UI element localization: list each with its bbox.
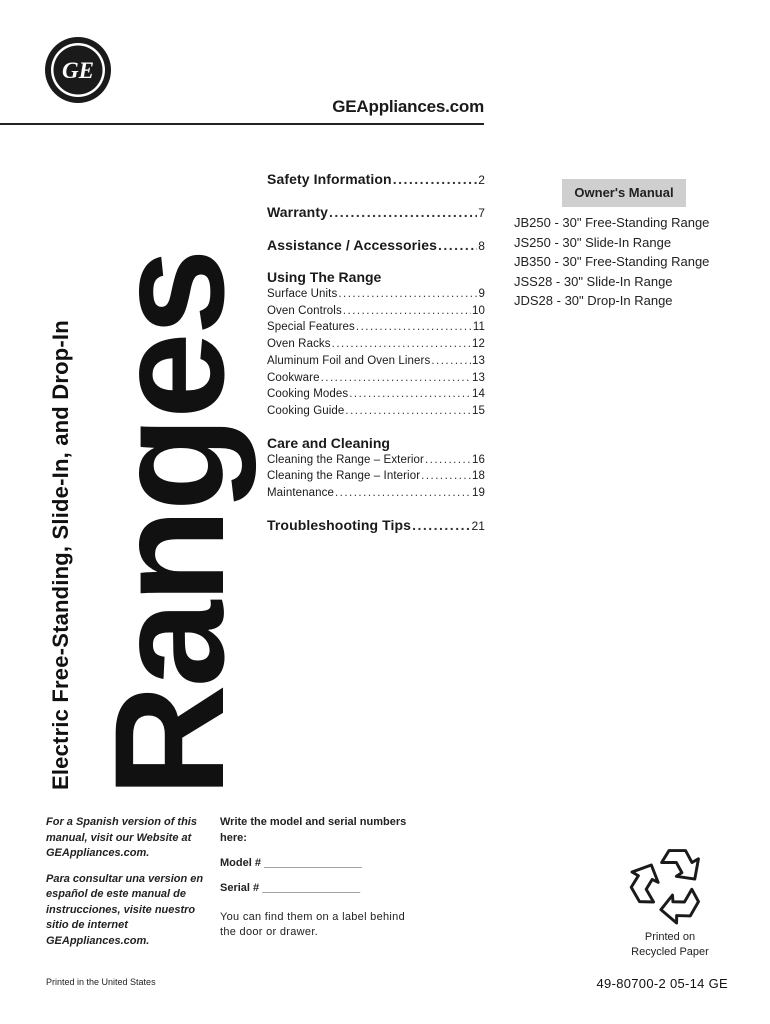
toc-entry: Cooking Modes ..... 14 xyxy=(267,386,485,403)
model-number-line: Model # ________________ xyxy=(220,857,362,869)
model-item: JB350 - 30" Free-Standing Range xyxy=(514,254,710,270)
model-list xyxy=(514,213,709,311)
toc-entry: Surface Units ..... 9 xyxy=(267,286,485,303)
label-location-note: You can find them on a label behind the door or drawer. xyxy=(220,911,406,938)
logo-monogram: GE xyxy=(62,58,94,83)
model-item: JSS28 - 30" Slide-In Range xyxy=(514,273,673,289)
toc-heading-using: Using The Range xyxy=(267,269,382,285)
spanish-version-note xyxy=(46,815,214,949)
toc-entry: Special Features ..... 11 xyxy=(267,319,485,336)
toc-entry: Cookware ..... 13 xyxy=(267,370,485,387)
model-item: JB250 - 30" Free-Standing Range xyxy=(514,215,710,230)
document-number: 49-80700-2 05-14 GE xyxy=(596,976,728,991)
serial-number-box xyxy=(220,815,420,940)
recycle-icon xyxy=(622,834,716,926)
toc-entry-warranty: Warranty ..... 7 xyxy=(267,203,485,222)
english-note: For a Spanish version of this manual, visit our Website at GEAppliances.com. xyxy=(46,816,197,859)
table-of-contents xyxy=(267,170,485,535)
toc-heading-care: Care and Cleaning xyxy=(267,434,390,451)
header-rule xyxy=(0,123,484,125)
toc-entry: Cooking Guide ..... 15 xyxy=(267,403,485,420)
toc-entry: Oven Racks ..... 12 xyxy=(267,336,485,353)
toc-entry: Aluminum Foil and Oven Liners ..... 13 xyxy=(267,353,485,370)
owners-manual-label: Owner's Manual xyxy=(562,179,686,207)
printed-in-note: Printed in the United States xyxy=(46,977,156,987)
toc-entry: Cleaning the Range – Interior ..... 18 xyxy=(267,468,485,485)
toc-entry-troubleshooting: Troubleshooting Tips ..... 21 xyxy=(267,516,485,535)
ge-logo-icon xyxy=(44,36,112,104)
recycled-paper-note: Printed on Recycled Paper xyxy=(631,931,709,958)
toc-entry: Oven Controls ..... 10 xyxy=(267,303,485,320)
toc-entry-assistance: Assistance / Accessories ..... 8 xyxy=(267,236,485,255)
toc-entry-safety: Safety Information ..... 2 xyxy=(267,170,485,189)
toc-entry: Maintenance ..... 19 xyxy=(267,485,485,502)
model-item: JS250 - 30" Slide-In Range xyxy=(514,234,672,250)
model-item: JDS28 - 30" Drop-In Range xyxy=(514,293,673,309)
website-url: GEAppliances.com xyxy=(332,97,484,116)
cover-subtitle: Electric Free-Standing, Slide-In, and Drop-In xyxy=(48,320,73,790)
serial-number-line: Serial # ________________ xyxy=(220,882,361,894)
cover-title: Ranges xyxy=(83,251,257,797)
serial-box-heading: Write the model and serial numbers here: xyxy=(220,816,407,844)
spanish-note: Para consultar una version en español de este manual de instrucciones, visite nuestro sitio de internet GEAppliances.com. xyxy=(46,872,204,947)
toc-entry: Cleaning the Range – Exterior ..... 16 xyxy=(267,452,485,469)
